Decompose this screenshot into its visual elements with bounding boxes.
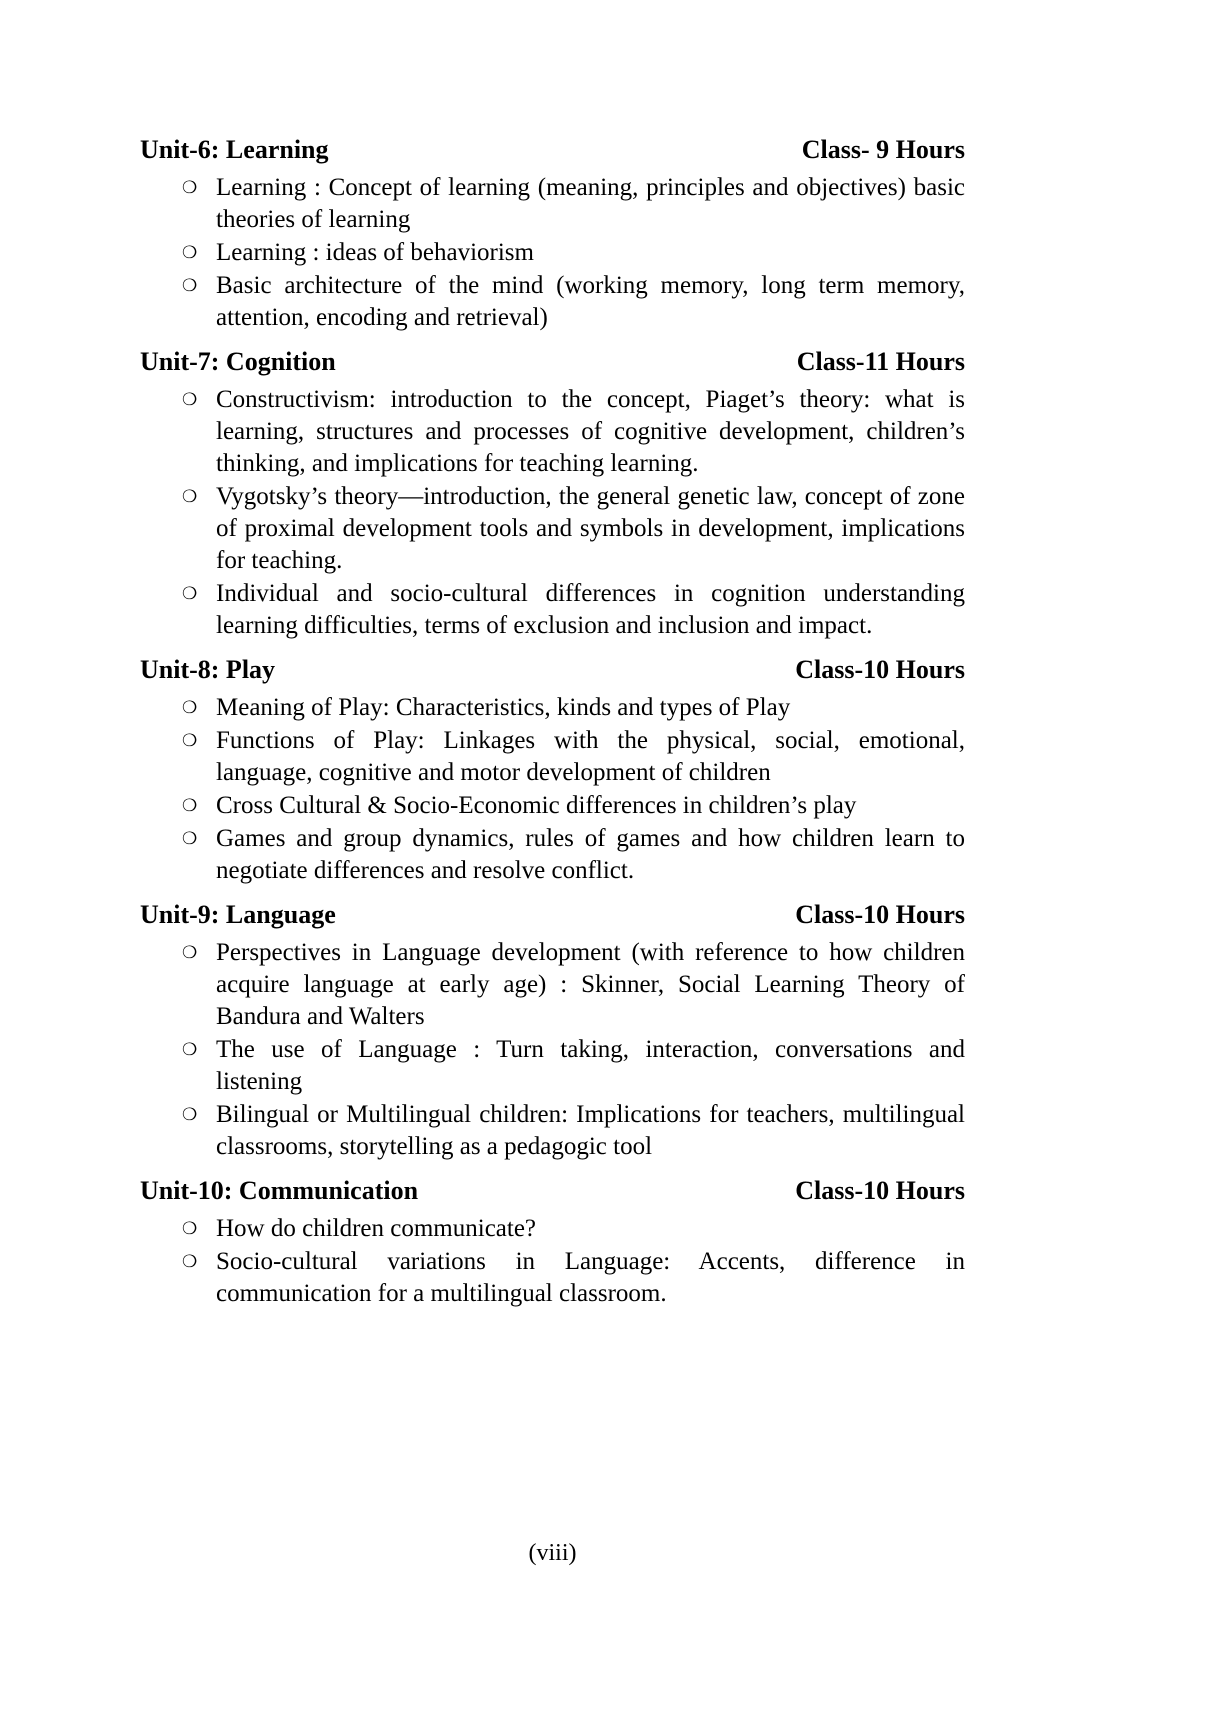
- unit-section: [140, 899, 965, 1163]
- bullet-icon: ❍: [182, 487, 198, 507]
- list-item-text: Perspectives in Language development (with reference to how children acquire language at early age) : Skinner, Social Learning Theory of Bandura and Walters: [216, 939, 965, 1030]
- list-item: [140, 384, 965, 480]
- list-item: [140, 790, 965, 822]
- bullet-icon: ❍: [182, 1105, 198, 1125]
- list-item: [140, 937, 965, 1033]
- list-item-text: Vygotsky’s theory—introduction, the general genetic law, concept of zone of proximal development tools and symbols in development, implications for teaching.: [216, 483, 965, 574]
- list-item: [140, 725, 965, 789]
- unit-title: Unit-10: Communication: [140, 1176, 419, 1205]
- unit-heading: [140, 899, 965, 931]
- list-item: [140, 1099, 965, 1163]
- list-item-text: How do children communicate?: [216, 1215, 537, 1242]
- unit-class-hours: Class-10 Hours: [795, 1176, 965, 1205]
- list-item-text: Constructivism: introduction to the concept, Piaget’s theory: what is learning, structures and processes of cognitive development, children’s thinking, and implications for teaching learning.: [216, 386, 965, 477]
- unit-topic-list: [140, 1213, 965, 1310]
- unit-section: [140, 134, 965, 334]
- list-item: [140, 823, 965, 887]
- list-item-text: Meaning of Play: Characteristics, kinds and types of Play: [216, 694, 791, 721]
- list-item: [140, 1213, 965, 1245]
- list-item: [140, 172, 965, 236]
- list-item-text: Games and group dynamics, rules of games and how children learn to negotiate differences and resolve conflict.: [216, 825, 965, 884]
- list-item-text: Learning : ideas of behaviorism: [216, 239, 534, 266]
- unit-heading: [140, 134, 965, 166]
- list-item-text: Bilingual or Multilingual children: Implications for teachers, multilingual classrooms, storytelling as a pedagogic tool: [216, 1101, 965, 1160]
- bullet-icon: ❍: [182, 796, 198, 816]
- list-item: [140, 481, 965, 577]
- unit-title: Unit-8: Play: [140, 655, 276, 684]
- list-item: [140, 237, 965, 269]
- list-item: [140, 692, 965, 724]
- list-item: [140, 1034, 965, 1098]
- page-number: (viii): [528, 1540, 577, 1566]
- unit-class-hours: Class-10 Hours: [795, 655, 965, 684]
- unit-topic-list: [140, 692, 965, 887]
- bullet-icon: ❍: [182, 829, 198, 849]
- unit-section: [140, 1175, 965, 1310]
- unit-class-hours: Class- 9 Hours: [801, 135, 965, 164]
- unit-topic-list: [140, 384, 965, 642]
- unit-class-hours: Class-10 Hours: [795, 900, 965, 929]
- unit-topic-list: [140, 172, 965, 334]
- unit-section: [140, 346, 965, 642]
- bullet-icon: ❍: [182, 243, 198, 263]
- unit-topic-list: [140, 937, 965, 1163]
- unit-heading: [140, 346, 965, 378]
- bullet-icon: ❍: [182, 178, 198, 198]
- list-item: [140, 270, 965, 334]
- list-item: [140, 1246, 965, 1310]
- unit-heading: [140, 1175, 965, 1207]
- bullet-icon: ❍: [182, 943, 198, 963]
- bullet-icon: ❍: [182, 731, 198, 751]
- list-item-text: Learning : Concept of learning (meaning, principles and objectives) basic theories of learning: [216, 174, 965, 233]
- unit-title: Unit-7: Cognition: [140, 347, 336, 376]
- list-item: [140, 578, 965, 642]
- unit-section: [140, 654, 965, 887]
- bullet-icon: ❍: [182, 1219, 198, 1239]
- unit-title: Unit-9: Language: [140, 900, 336, 929]
- bullet-icon: ❍: [182, 276, 198, 296]
- list-item-text: Individual and socio-cultural differences in cognition understanding learning difficulties, terms of exclusion and inclusion and impact.: [216, 580, 965, 639]
- bullet-icon: ❍: [182, 584, 198, 604]
- list-item-text: Socio-cultural variations in Language: Accents, difference in communication for a multilingual classroom.: [216, 1248, 965, 1307]
- list-item-text: Functions of Play: Linkages with the physical, social, emotional, language, cognitive and motor development of children: [216, 727, 965, 786]
- bullet-icon: ❍: [182, 1252, 198, 1272]
- list-item-text: The use of Language : Turn taking, interaction, conversations and listening: [216, 1036, 965, 1095]
- list-item-text: Cross Cultural & Socio-Economic differences in children’s play: [216, 792, 857, 819]
- syllabus-content: [140, 122, 965, 1320]
- bullet-icon: ❍: [182, 1040, 198, 1060]
- unit-class-hours: Class-11 Hours: [796, 347, 965, 376]
- bullet-icon: ❍: [182, 390, 198, 410]
- bullet-icon: ❍: [182, 698, 198, 718]
- unit-heading: [140, 654, 965, 686]
- list-item-text: Basic architecture of the mind (working memory, long term memory, attention, encoding and retrieval): [216, 272, 965, 331]
- unit-title: Unit-6: Learning: [140, 135, 329, 164]
